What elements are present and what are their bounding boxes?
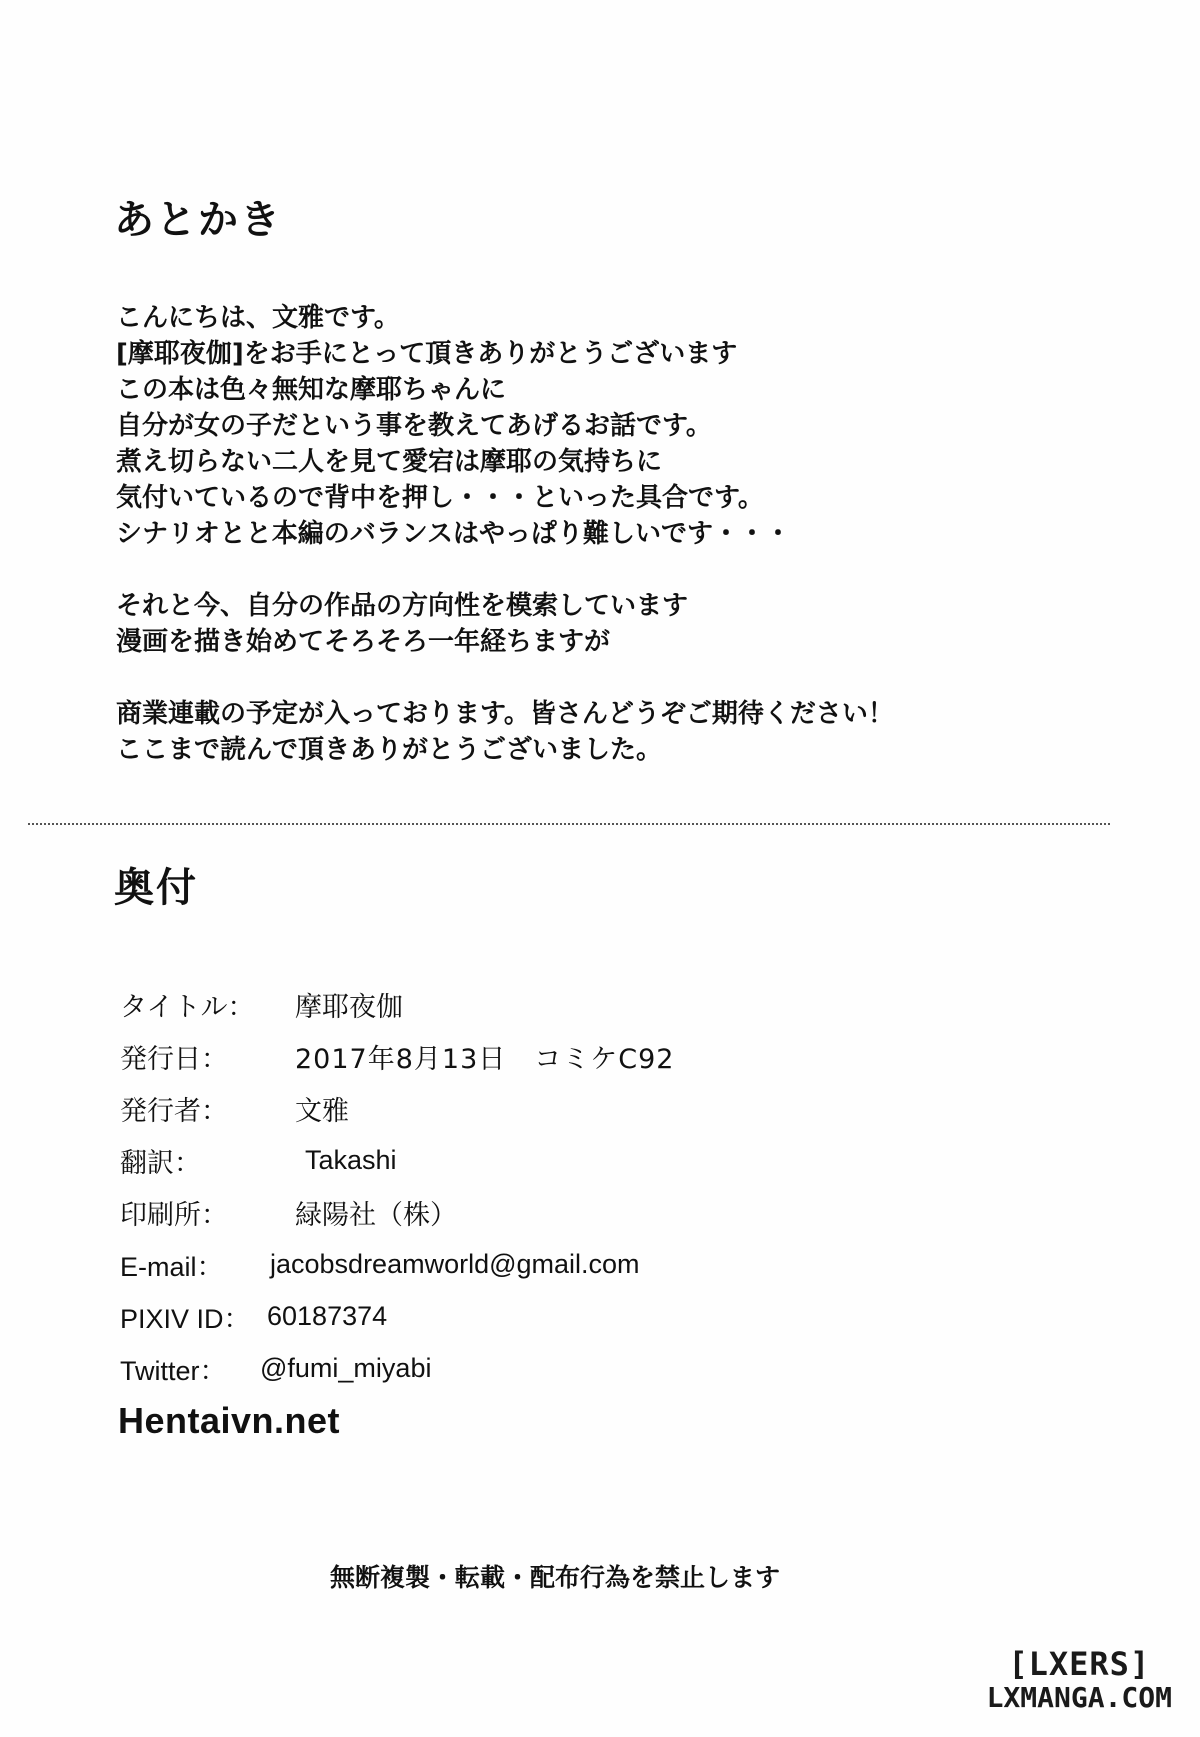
- colophon-label: PIXIV ID：: [120, 1303, 251, 1334]
- watermark: [986, 1645, 1172, 1714]
- afterword-line: こんにちは、文雅です。: [116, 303, 400, 333]
- colophon-table: [120, 978, 1020, 1394]
- copyright-notice: 無断複製・転載・配布行為を禁止します: [330, 1563, 781, 1592]
- afterword-line: この本は色々無知な摩耶ちゃんに: [116, 375, 507, 405]
- afterword-body: [116, 300, 1076, 804]
- colophon-row-email: [120, 1238, 1020, 1290]
- colophon-value: 摩耶夜伽: [295, 991, 403, 1023]
- afterword-line: シナリオとと本編のバランスはやっぱり難しいです・・・: [116, 519, 791, 549]
- colophon-value: Takashi: [305, 1144, 397, 1175]
- colophon-value: 文雅: [295, 1095, 349, 1127]
- email-address: jacobsdreamworld@gmail.com: [270, 1248, 640, 1279]
- afterword-line: ここまで読んで頂きありがとうございました。: [116, 735, 663, 765]
- afterword-paragraph-3: [116, 696, 1076, 768]
- colophon-row-translator: [120, 1134, 1020, 1186]
- colophon-row-pixiv: [120, 1290, 1020, 1342]
- afterword-line: [摩耶夜伽]をお手にとって頂きありがとうございます: [116, 339, 738, 369]
- colophon-row-publisher: [120, 1082, 1020, 1134]
- afterword-line: 漫画を描き始めてそろそろ一年経ちますが: [116, 627, 611, 657]
- pixiv-id: 60187374: [267, 1300, 388, 1331]
- colophon-label: 発行日：: [120, 1043, 228, 1075]
- colophon-label: 印刷所：: [120, 1199, 228, 1231]
- afterword-line: 煮え切らない二人を見て愛宕は摩耶の気持ちに: [116, 447, 663, 477]
- colophon-row-title: [120, 978, 1020, 1030]
- afterword-paragraph-1: [116, 300, 1076, 552]
- colophon-label: Twitter：: [120, 1355, 227, 1386]
- colophon-value: 2017年8月13日 コミケC92: [295, 1043, 675, 1075]
- afterword-paragraph-2: [116, 588, 1076, 660]
- colophon-value: 緑陽社（株）: [295, 1199, 457, 1231]
- colophon-row-date: [120, 1030, 1020, 1082]
- afterword-title: あとかき: [114, 197, 282, 243]
- dotted-divider: [28, 823, 1110, 825]
- colophon-label: 翻訳：: [120, 1147, 201, 1179]
- afterword-line: それと今、自分の作品の方向性を模索しています: [116, 591, 689, 621]
- colophon-label: タイトル：: [120, 991, 255, 1023]
- watermark-top: [LXERS]: [1008, 1645, 1151, 1683]
- watermark-bottom: LXMANGA.COM: [986, 1681, 1172, 1714]
- colophon-label: 発行者：: [120, 1095, 228, 1127]
- twitter-handle: @fumi_miyabi: [260, 1352, 432, 1383]
- afterword-line: 気付いているので背中を押し・・・といった具合です。: [116, 483, 764, 513]
- colophon-row-printer: [120, 1186, 1020, 1238]
- colophon-row-twitter: [120, 1342, 1020, 1394]
- colophon-title: 奥付: [114, 865, 198, 911]
- colophon-label: E-mail：: [120, 1251, 224, 1282]
- afterword-line: 商業連載の予定が入っております。皆さんどうぞご期待ください！: [116, 699, 894, 729]
- afterword-line: 自分が女の子だという事を教えてあげるお話です。: [116, 411, 712, 441]
- website-credit: Hentaivn.net: [118, 1400, 341, 1441]
